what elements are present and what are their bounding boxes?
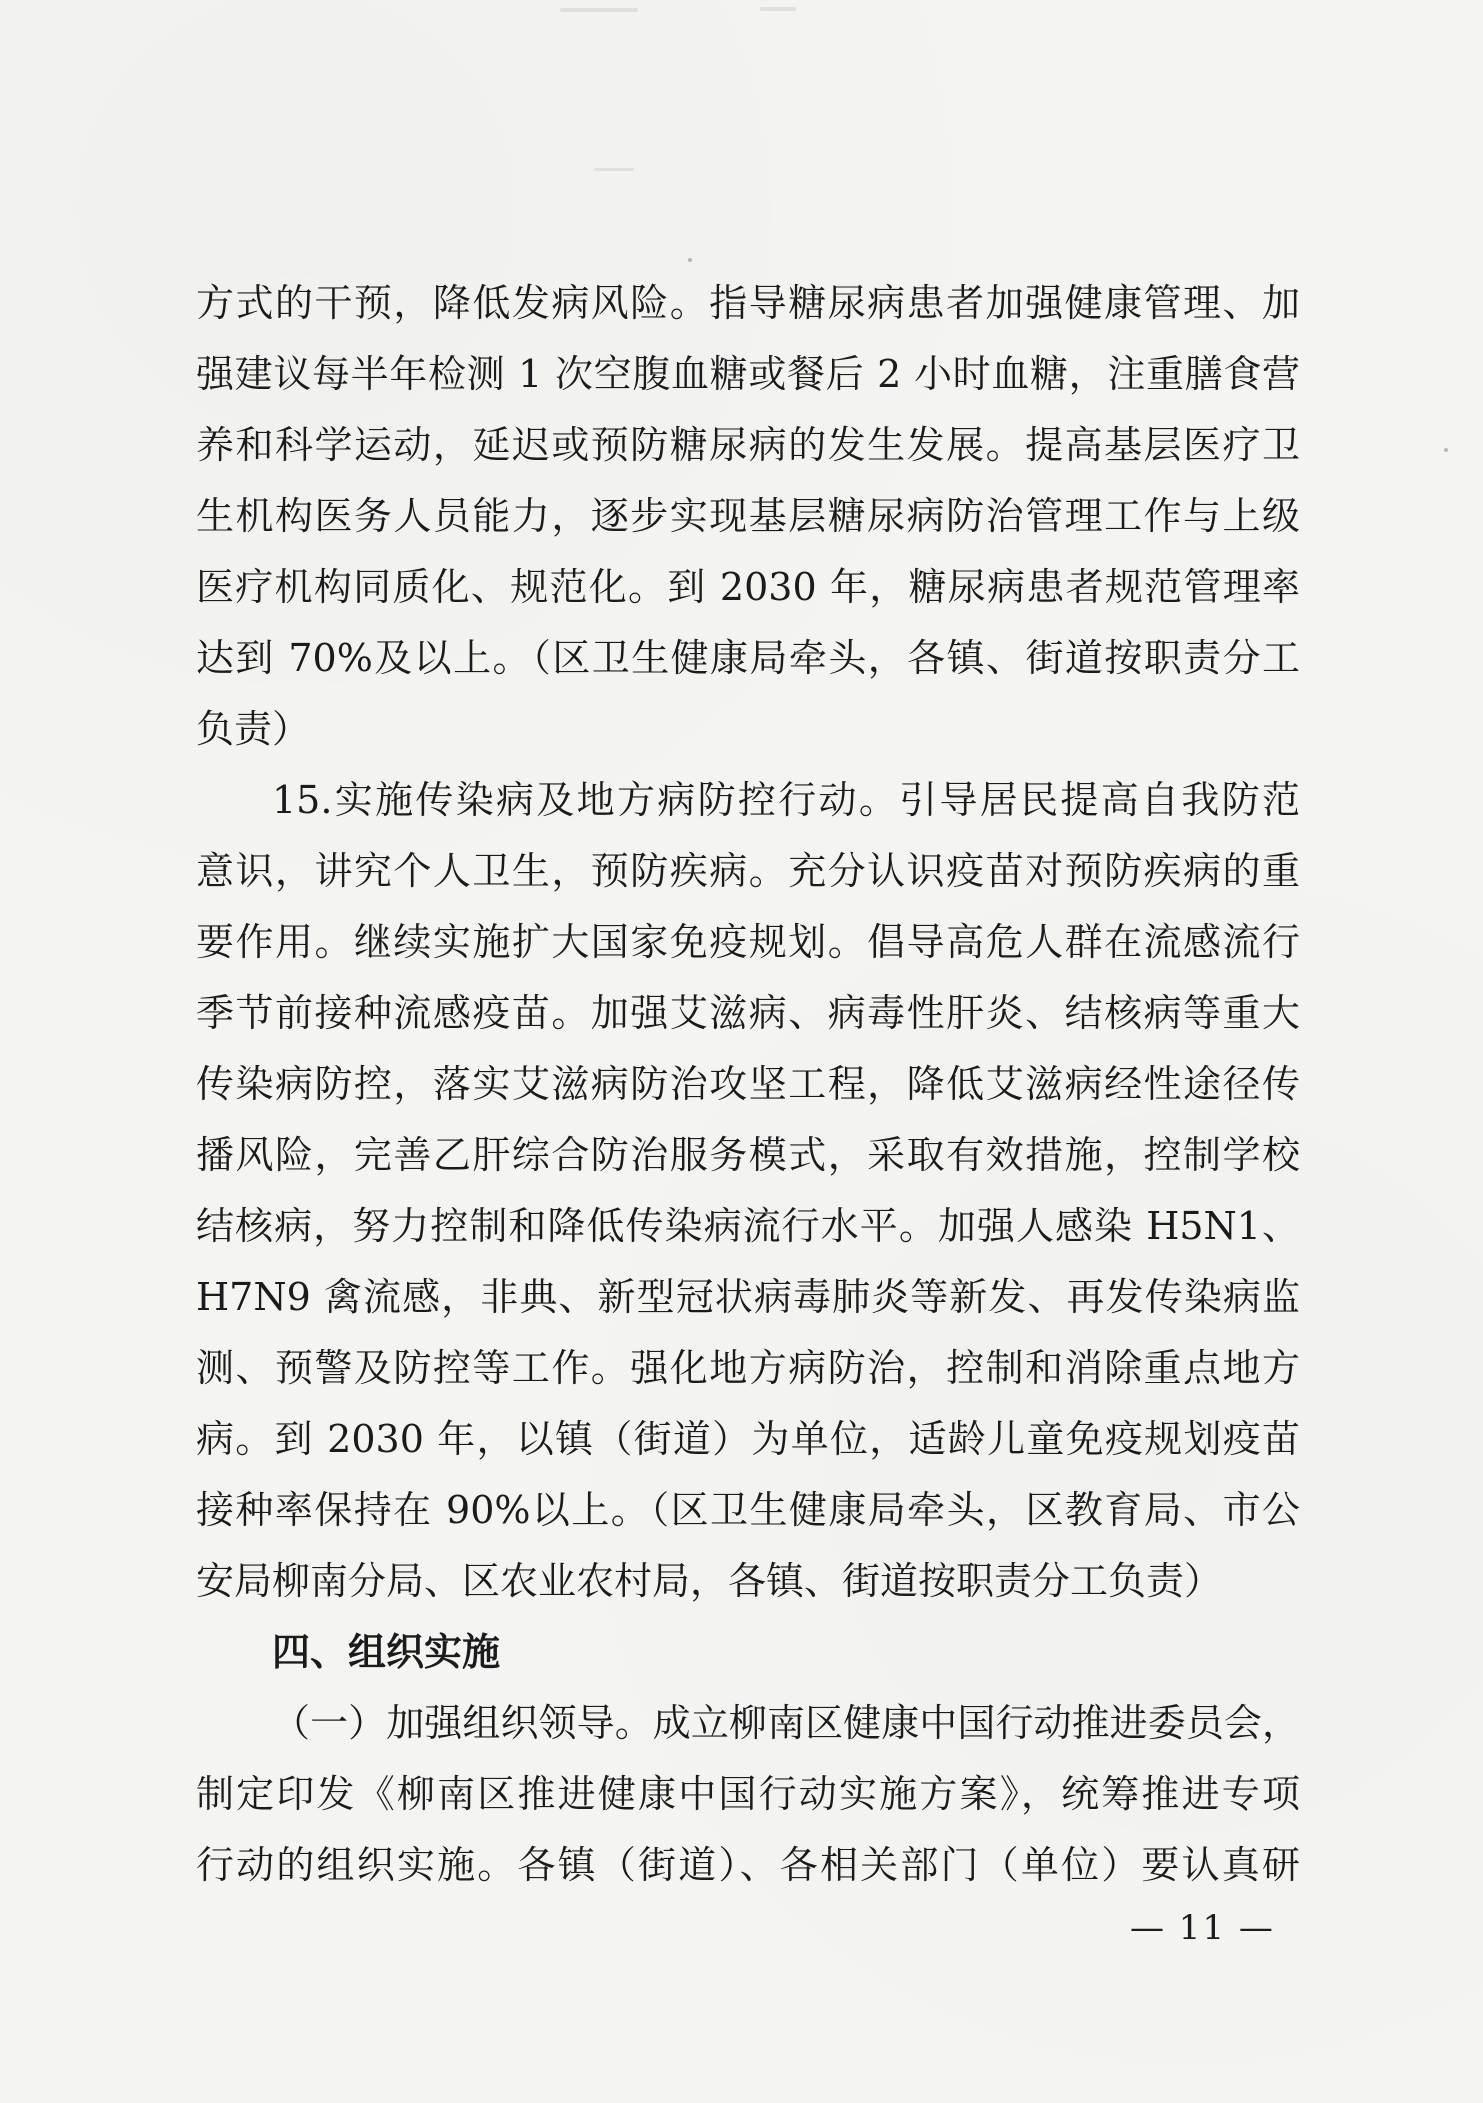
text-line: 季节前接种流感疫苗。加强艾滋病、病毒性肝炎、结核病等重大 <box>196 991 1300 1035</box>
text-line: 接种率保持在 90%以上。（区卫生健康局牵头，区教育局、市公 <box>196 1488 1300 1532</box>
scan-dot <box>688 258 692 262</box>
text-line: 医疗机构同质化、规范化。到 2030 年，糖尿病患者规范管理率 <box>196 565 1300 609</box>
text-line: 制定印发《柳南区推进健康中国行动实施方案》，统筹推进专项 <box>196 1772 1300 1816</box>
paragraph-start: 15.实施传染病及地方病防控行动。引导居民提高自我防范 <box>272 778 1300 822</box>
paragraph-start: （一）加强组织领导。成立柳南区健康中国行动推进委员会， <box>272 1701 1300 1745</box>
scan-artifact <box>594 168 634 171</box>
text-line: H7N9 禽流感，非典、新型冠状病毒肺炎等新发、再发传染病监 <box>196 1275 1300 1319</box>
text-line: 方式的干预，降低发病风险。指导糖尿病患者加强健康管理、加 <box>196 281 1300 325</box>
text-line: 测、预警及防控等工作。强化地方病防治，控制和消除重点地方 <box>196 1346 1300 1390</box>
text-line: 意识，讲究个人卫生，预防疾病。充分认识疫苗对预防疾病的重 <box>196 849 1300 893</box>
text-line: 生机构医务人员能力，逐步实现基层糖尿病防治管理工作与上级 <box>196 494 1300 538</box>
section-heading: 四、组织实施 <box>272 1630 501 1674</box>
text-line: 达到 70%及以上。（区卫生健康局牵头，各镇、街道按职责分工 <box>196 636 1300 680</box>
text-line: 病。到 2030 年，以镇（街道）为单位，适龄儿童免疫规划疫苗 <box>196 1417 1300 1461</box>
text-line: 安局柳南分局、区农业农村局，各镇、街道按职责分工负责） <box>196 1559 1223 1603</box>
scan-artifact <box>560 8 638 12</box>
text-line: 养和科学运动，延迟或预防糖尿病的发生发展。提高基层医疗卫 <box>196 423 1300 467</box>
text-line: 负责） <box>196 707 311 751</box>
scan-artifact <box>760 7 796 11</box>
scan-dot <box>1444 448 1448 452</box>
text-line: 播风险，完善乙肝综合防治服务模式，采取有效措施，控制学校 <box>196 1133 1300 1177</box>
text-line: 行动的组织实施。各镇（街道）、各相关部门（单位）要认真研 <box>196 1843 1300 1887</box>
text-line: 结核病，努力控制和降低传染病流行水平。加强人感染 H5N1、 <box>196 1204 1300 1248</box>
text-line: 要作用。继续实施扩大国家免疫规划。倡导高危人群在流感流行 <box>196 920 1300 964</box>
text-line: 强建议每半年检测 1 次空腹血糖或餐后 2 小时血糖，注重膳食营 <box>196 352 1300 396</box>
page-number: — 11 — <box>1130 1908 1275 1948</box>
text-line: 传染病防控，落实艾滋病防治攻坚工程，降低艾滋病经性途径传 <box>196 1062 1300 1106</box>
document-body <box>196 268 1300 1901</box>
